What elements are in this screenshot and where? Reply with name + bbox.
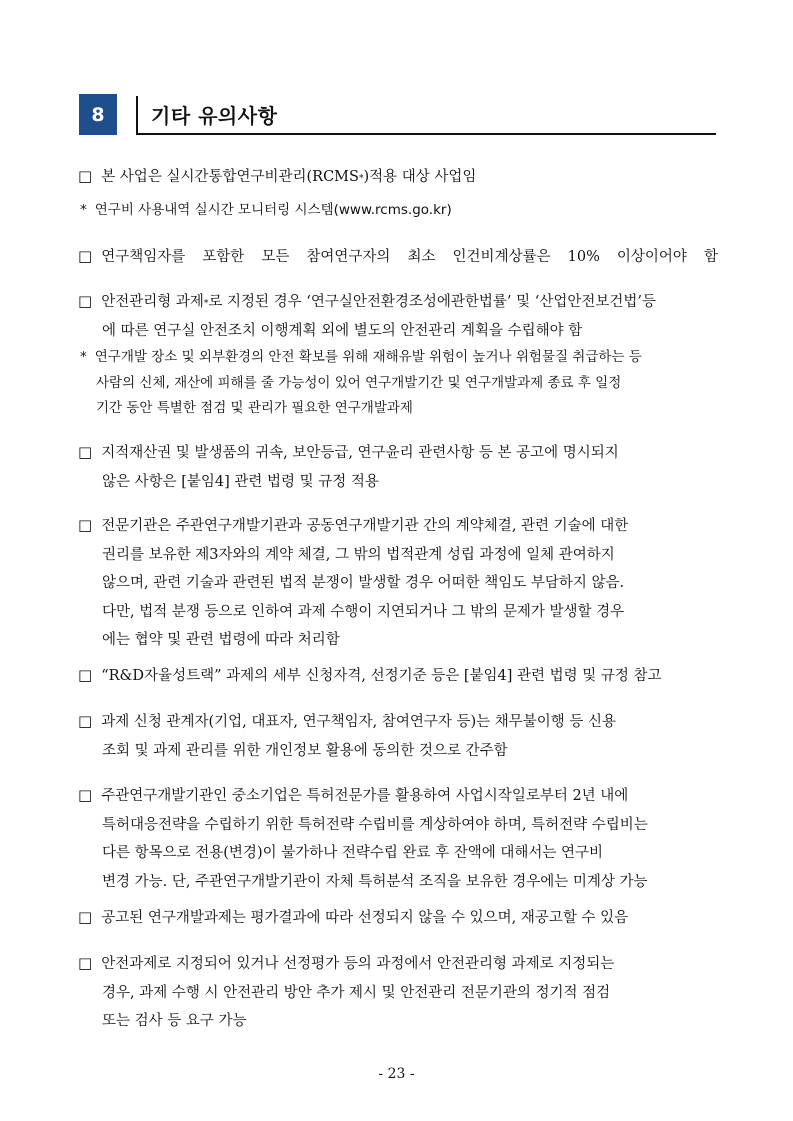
text: 주관연구개발기관인 중소기업은 특허전문가를 활용하여 사업시작일로부터 2년 내에	[101, 788, 629, 804]
line	[78, 317, 718, 346]
text: 로 지정된 경우 ‘연구실안전환경조성에관한법률’ 및 ‘산업안전보건법’등	[208, 294, 657, 310]
text: 전문기관은 주관연구개발기관과 공동연구개발기관 간의 계약체결, 관련 기술에 대한	[101, 518, 629, 534]
checkbox-bullet-icon: □	[78, 443, 93, 461]
line	[78, 626, 718, 655]
line	[78, 661, 718, 691]
section-number: 8	[79, 94, 117, 135]
text: 연구개발 장소 및 외부환경의 안전 확보를 위해 재해유발 위험이 높거나 위험물질 취급하는 등	[94, 349, 642, 365]
line	[78, 242, 718, 272]
text: 에 따른 연구실 안전조치 이행계획 외에 별도의 안전관리 계획을 수립해야 함	[102, 322, 583, 339]
line	[78, 868, 718, 897]
text: 안전관리형 과제	[101, 294, 204, 310]
text: 사람의 신체, 재산에 피해를 줄 가능성이 있어 연구개발기간 및 연구개발과제 종료 후 일정	[96, 374, 622, 391]
text: 조회 및 과제 관리를 위한 개인정보 활용에 동의한 것으로 간주함	[102, 742, 508, 759]
line	[78, 737, 718, 766]
line	[78, 781, 718, 811]
text: 연구책임자를 포함한 모든 참여연구자의 최소 인건비계상률은 10% 이상이어야 함	[101, 249, 718, 265]
item-safety-management	[78, 287, 718, 345]
line	[78, 1007, 718, 1036]
header-underline	[136, 133, 716, 135]
item-intellectual-property	[78, 438, 718, 496]
text: 다른 항목으로 전용(변경)이 불가하나 전략수립 완료 후 잔액에 대해서는 연구비	[102, 845, 604, 861]
line	[78, 811, 718, 840]
line	[78, 438, 718, 468]
text: 과제 신청 관계자(기업, 대표자, 연구책임자, 참여연구자 등)는 채무불이행 등 신용	[101, 714, 617, 730]
item-reannouncement	[78, 903, 718, 933]
checkbox-bullet-icon: □	[78, 908, 93, 926]
checkbox-bullet-icon: □	[78, 516, 93, 534]
line	[78, 949, 718, 979]
checkbox-bullet-icon: □	[78, 247, 93, 265]
checkbox-bullet-icon: □	[78, 292, 93, 310]
text: 경우, 과제 수행 시 안전관리 방안 추가 제시 및 안전관리 전문기관의 정기적 점검	[102, 984, 611, 1001]
text: 안전과제로 지정되어 있거나 선정평가 등의 과정에서 안전관리형 과제로 지정되는	[101, 956, 615, 972]
line	[78, 598, 718, 627]
line	[80, 396, 720, 422]
line: □ 안전관리형 과제 * 로 지정된 경우 ‘연구실안전환경조성에관한법률’ 및 ‘산업안전보건법’등	[78, 287, 718, 317]
checkbox-bullet-icon: □	[78, 666, 93, 684]
text: 않은 사항은 [붙임4] 관련 법령 및 규정 적용	[102, 473, 379, 490]
section-title: 기타 유의사항	[151, 104, 278, 128]
line	[78, 707, 718, 737]
line: □ 본 사업은 실시간통합연구비관리(RCMS * )적용 대상 사업임	[78, 162, 718, 192]
line	[78, 569, 718, 598]
text: 지적재산권 및 발생품의 귀속, 보안등급, 연구윤리 관련사항 등 본 공고에 명시되지	[101, 445, 619, 461]
item-patent-strategy	[78, 781, 718, 896]
line	[78, 511, 718, 541]
section-header	[79, 94, 716, 136]
line	[80, 345, 720, 371]
text: 권리를 보유한 제3자와의 계약 체결, 그 밖의 법적관계 성립 과정에 일체 관여하지	[102, 546, 615, 563]
note-rcms	[80, 198, 720, 224]
text: 또는 검사 등 요구 가능	[102, 1013, 247, 1029]
asterisk-icon: *	[80, 349, 87, 365]
item-safety-project	[78, 949, 718, 1036]
text: 공고된 연구개발과제는 평가결과에 따라 선정되지 않을 수 있으며, 재공고할 수 있음	[101, 910, 629, 926]
text: 않으며, 관련 기술과 관련된 법적 분쟁이 발생할 경우 어떠한 책임도 부담하지 않음.	[102, 575, 625, 591]
item-contract-disputes	[78, 511, 718, 655]
line	[80, 371, 720, 397]
line	[78, 541, 718, 570]
text: 기간 동안 특별한 점검 및 관리가 필요한 연구개발과제	[96, 400, 413, 416]
text: 본 사업은 실시간통합연구비관리(RCMS	[101, 169, 359, 185]
item-rcms	[78, 162, 718, 192]
checkbox-bullet-icon: □	[78, 712, 93, 730]
line	[78, 839, 718, 868]
text: “R&D자율성트랙” 과제의 세부 신청자격, 선정기준 등은 [붙임4] 관련 법령 및 규정 참고	[101, 668, 662, 684]
item-labor-cost	[78, 242, 718, 272]
text: 연구비 사용내역 실시간 모니터링 시스템(www.rcms.go.kr)	[94, 202, 452, 218]
text: 변경 가능. 단, 주관연구개발기관이 자체 특허분석 조직을 보유한 경우에는 미계상 가능	[102, 873, 648, 890]
note-safety-management	[80, 345, 720, 422]
header-divider	[136, 96, 138, 134]
text: )적용 대상 사업임	[363, 169, 477, 185]
item-rd-track	[78, 661, 718, 691]
checkbox-bullet-icon: □	[78, 786, 93, 804]
checkbox-bullet-icon: □	[78, 167, 93, 185]
asterisk-icon: *	[80, 202, 87, 218]
line	[80, 198, 720, 224]
item-credit-check	[78, 707, 718, 765]
text: 다만, 법적 분쟁 등으로 인하여 과제 수행이 지연되거나 그 밖의 문제가 발생할 경우	[102, 603, 625, 620]
line	[78, 979, 718, 1008]
text: 특허대응전략을 수립하기 위한 특허전략 수립비를 계상하여야 하며, 특허전략 수립비는	[102, 816, 648, 833]
checkbox-bullet-icon: □	[78, 954, 93, 972]
text: 에는 협약 및 관련 법령에 따라 처리함	[102, 632, 340, 648]
line	[78, 468, 718, 497]
line	[78, 903, 718, 933]
page-number: - 23 -	[378, 1066, 415, 1082]
